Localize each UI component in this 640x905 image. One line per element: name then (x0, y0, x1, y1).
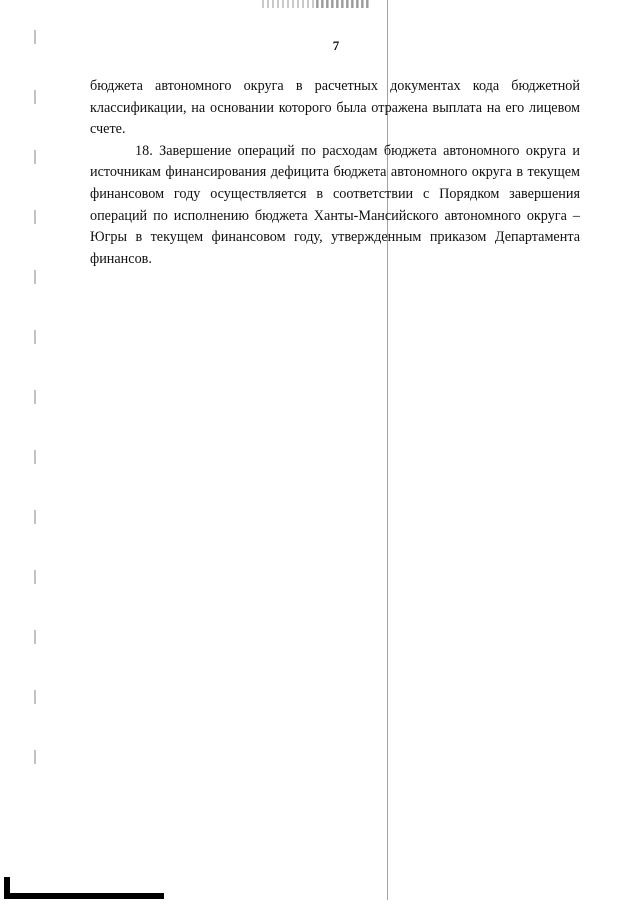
page-number: 7 (332, 38, 340, 53)
scan-artifact-top-right (316, 0, 368, 8)
scan-corner-mark-vertical (4, 877, 10, 899)
scan-margin-marks (34, 30, 36, 790)
body-text (90, 76, 580, 270)
paragraph-18: 18. Завершение операций по расходам бюджета автономного округа и источникам финансирования дефицита бюджета автономного округа в текущем финансовом году осуществляется в соответствии с Порядком завершения операций по исполнению бюджета Ханты-Мансийского автономного округа – Югры в текущем финансовом году, утвержденным приказом Департамента финансов. (90, 142, 580, 267)
paragraph-continuation: бюджета автономного округа в расчетных документах кода бюджетной классификации, на основании которого была отражена выплата на его лицевом счете. (90, 78, 580, 138)
scan-corner-mark (4, 893, 164, 899)
